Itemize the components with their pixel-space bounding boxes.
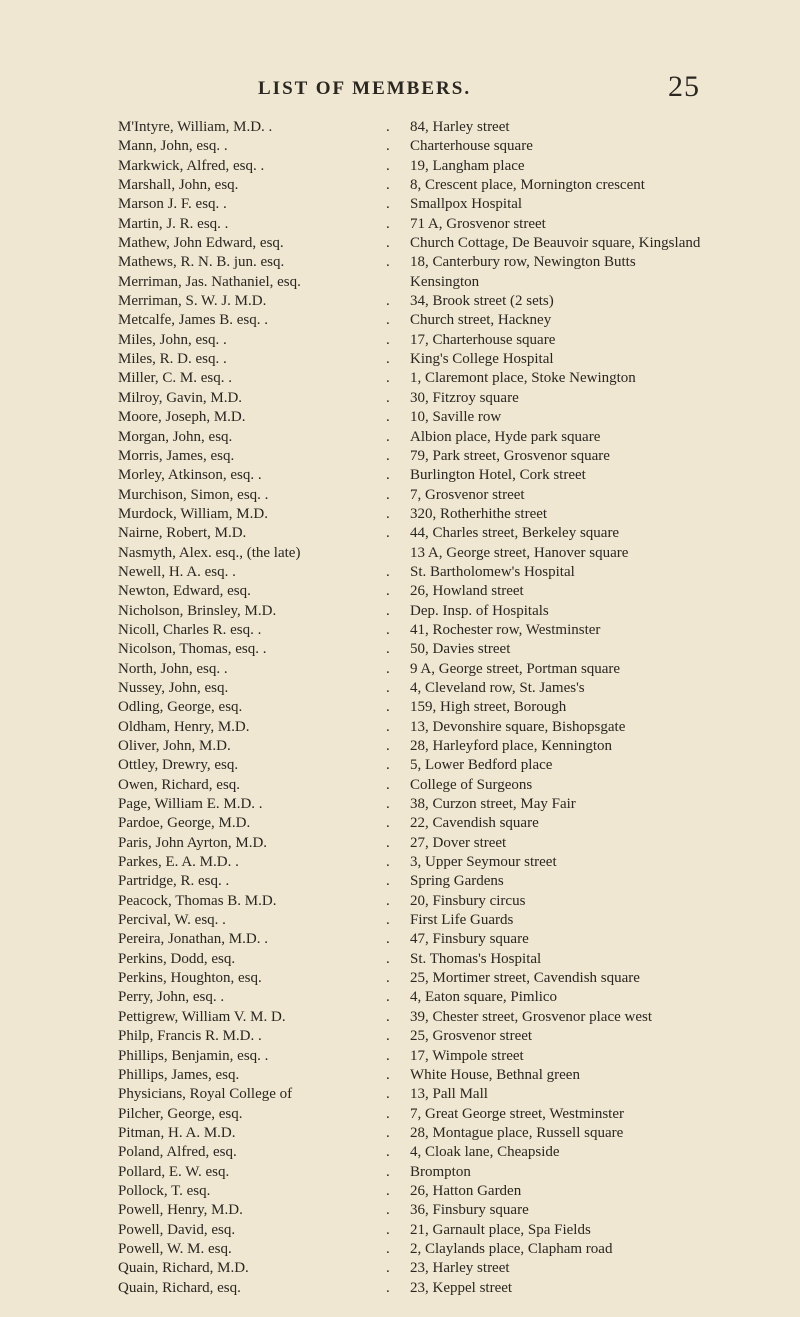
member-name: Powell, Henry, M.D. (118, 1202, 243, 1219)
leader-dot: . (386, 738, 390, 754)
leader-dot: . (386, 892, 390, 909)
member-row (118, 1047, 778, 1066)
leader-dot: . (386, 525, 390, 542)
leader-dot: . (386, 776, 390, 793)
member-row (118, 1105, 778, 1124)
member-row (118, 853, 778, 872)
leader-dot: . (386, 119, 390, 135)
member-address: 28, Montague place, Russell square (410, 1124, 624, 1141)
member-name: Metcalfe, James B. esq. . (118, 312, 268, 329)
member-address: 8, Crescent place, Mornington crescent (410, 177, 645, 194)
leader-dot: . (386, 1028, 390, 1045)
member-name: Quain, Richard, M.D. (118, 1260, 249, 1277)
member-row (118, 1124, 778, 1143)
leader-dot: . (386, 370, 390, 387)
member-address: 41, Rochester row, Westminster (410, 621, 601, 638)
leader-dot: . (386, 177, 390, 194)
leader-dot: . (386, 1144, 390, 1161)
member-row (118, 505, 778, 524)
member-name: Morgan, John, esq. (118, 428, 233, 445)
member-row (118, 234, 778, 253)
member-address: 7, Grosvenor street (410, 486, 525, 503)
member-name: Pardoe, George, M.D. (118, 815, 251, 832)
member-address: 4, Cloak lane, Cheapside (410, 1144, 560, 1161)
member-address: White House, Bethnal green (410, 1066, 580, 1083)
page-number: 25 (668, 70, 700, 103)
member-row (118, 1027, 778, 1046)
leader-dot: . (386, 486, 390, 503)
member-row (118, 137, 778, 156)
member-row (118, 466, 778, 485)
member-row (118, 350, 778, 369)
member-row (118, 389, 778, 408)
member-name: Miles, John, esq. . (118, 331, 227, 348)
member-row (118, 582, 778, 601)
member-address: 320, Rotherhithe street (410, 505, 548, 522)
leader-dot: . (386, 1182, 390, 1199)
member-row (118, 1240, 778, 1259)
member-list (118, 118, 778, 1298)
member-row (118, 718, 778, 737)
member-name: Morley, Atkinson, esq. . (118, 467, 262, 484)
member-address: 19, Langham place (410, 157, 525, 174)
member-name: Odling, George, esq. (118, 699, 243, 716)
member-row (118, 950, 778, 969)
member-address: 34, Brook street (2 sets) (410, 293, 554, 310)
member-name: Marson J. F. esq. . (118, 196, 227, 213)
member-name: Nicolson, Thomas, esq. . (118, 641, 267, 658)
member-name: Peacock, Thomas B. M.D. (118, 892, 277, 909)
leader-dot: . (386, 312, 390, 329)
member-row (118, 331, 778, 350)
member-name: Moore, Joseph, M.D. (118, 409, 246, 426)
member-address: College of Surgeons (410, 776, 533, 793)
leader-dot: . (386, 757, 390, 774)
leader-dot: . (386, 331, 390, 348)
member-address: King's College Hospital (410, 351, 554, 368)
member-address: 30, Fitzroy square (410, 389, 519, 406)
member-row (118, 273, 778, 292)
member-name: Oldham, Henry, M.D. (118, 718, 250, 735)
member-row (118, 679, 778, 698)
member-row (118, 660, 778, 679)
member-address: 13, Devonshire square, Bishopsgate (410, 718, 626, 735)
member-name: Mathews, R. N. B. jun. esq. (118, 254, 285, 271)
member-address: Church street, Hackney (410, 312, 552, 329)
member-row (118, 428, 778, 447)
leader-dot: . (386, 854, 390, 871)
leader-dot: . (386, 409, 390, 426)
member-address: 20, Finsbury circus (410, 892, 526, 909)
leader-dot: . (386, 467, 390, 484)
member-name: Nicholson, Brinsley, M.D. (118, 602, 277, 619)
member-address: 38, Curzon street, May Fair (410, 796, 576, 813)
member-row (118, 1182, 778, 1201)
member-name: Pollard, E. W. esq. (118, 1163, 230, 1180)
member-name: Pilcher, George, esq. (118, 1105, 243, 1122)
member-row (118, 563, 778, 582)
member-row (118, 157, 778, 176)
member-address: Dep. Insp. of Hospitals (410, 602, 549, 619)
member-address: 47, Finsbury square (410, 931, 529, 948)
leader-dot: . (386, 447, 390, 464)
leader-dot: . (386, 389, 390, 406)
leader-dot: . (386, 718, 390, 735)
member-name: Poland, Alfred, esq. (118, 1144, 237, 1161)
member-name: Merriman, S. W. J. M.D. (118, 293, 267, 310)
leader-dot: . (386, 970, 390, 987)
leader-dot: . (386, 1008, 390, 1025)
leader-dot: . (386, 1086, 390, 1103)
member-address: 3, Upper Seymour street (410, 854, 557, 871)
member-name: Pitman, H. A. M.D. (118, 1124, 236, 1141)
leader-dot: . (386, 660, 390, 677)
member-address: 5, Lower Bedford place (410, 757, 553, 774)
leader-dot: . (386, 563, 390, 580)
member-row (118, 698, 778, 717)
member-address: 50, Davies street (410, 641, 511, 658)
member-row (118, 872, 778, 891)
member-name: Merriman, Jas. Nathaniel, esq. (118, 273, 301, 290)
member-name: Newton, Edward, esq. (118, 583, 251, 600)
leader-dot: . (386, 505, 390, 522)
member-name: Partridge, R. esq. . (118, 873, 230, 890)
leader-dot: . (386, 621, 390, 638)
member-address: Spring Gardens (410, 873, 504, 890)
leader-dot: . (386, 912, 390, 929)
member-name: Perkins, Dodd, esq. (118, 950, 236, 967)
member-row (118, 544, 778, 563)
member-address: 4, Cleveland row, St. James's (410, 679, 585, 696)
member-name: Oliver, John, M.D. (118, 738, 231, 754)
member-row (118, 814, 778, 833)
leader-dot: . (386, 1047, 390, 1064)
leader-dot: . (386, 1240, 390, 1257)
leader-dot: . (386, 1105, 390, 1122)
leader-dot: . (386, 873, 390, 890)
member-row (118, 408, 778, 427)
member-name: Nasmyth, Alex. esq., (the late) (118, 544, 301, 561)
member-address: 1, Claremont place, Stoke Newington (410, 370, 636, 387)
member-name: Newell, H. A. esq. . (118, 563, 236, 580)
member-row (118, 621, 778, 640)
member-name: Miller, C. M. esq. . (118, 370, 232, 387)
leader-dot: . (386, 1066, 390, 1083)
member-address: 7, Great George street, Westminster (410, 1105, 625, 1122)
member-address: 26, Howland street (410, 583, 524, 600)
member-row (118, 1066, 778, 1085)
member-row (118, 311, 778, 330)
member-address: 23, Harley street (410, 1260, 510, 1277)
leader-dot: . (386, 989, 390, 1006)
member-name: Nussey, John, esq. (118, 679, 229, 696)
member-name: Nairne, Robert, M.D. (118, 525, 247, 542)
member-address: 23, Keppel street (410, 1279, 513, 1296)
member-address: 2, Claylands place, Clapham road (410, 1240, 613, 1257)
member-row (118, 795, 778, 814)
member-address: Brompton (410, 1163, 471, 1180)
member-row (118, 930, 778, 949)
member-row (118, 369, 778, 388)
member-address: St. Bartholomew's Hospital (410, 563, 575, 580)
member-address: St. Thomas's Hospital (410, 950, 542, 967)
member-row (118, 292, 778, 311)
member-address: Smallpox Hospital (410, 196, 523, 213)
leader-dot: . (386, 138, 390, 155)
member-address: Kensington (410, 273, 480, 290)
member-name: North, John, esq. . (118, 660, 228, 677)
member-address: 13 A, George street, Hanover square (410, 544, 629, 561)
member-row (118, 447, 778, 466)
member-address: 25, Mortimer street, Cavendish square (410, 970, 640, 987)
leader-dot: . (386, 602, 390, 619)
leader-dot: . (386, 950, 390, 967)
member-row (118, 737, 778, 756)
member-row (118, 969, 778, 988)
leader-dot: . (386, 1221, 390, 1238)
member-address: 39, Chester street, Grosvenor place west (410, 1008, 653, 1025)
member-row (118, 486, 778, 505)
member-name: Martin, J. R. esq. . (118, 215, 229, 232)
member-name: Pereira, Jonathan, M.D. . (118, 931, 268, 948)
member-name: Percival, W. esq. . (118, 912, 226, 929)
member-name: Mathew, John Edward, esq. (118, 235, 284, 252)
member-row (118, 1008, 778, 1027)
member-name: Markwick, Alfred, esq. . (118, 157, 265, 174)
member-row (118, 892, 778, 911)
member-name: Quain, Richard, esq. (118, 1279, 241, 1296)
page-header (0, 70, 800, 110)
member-name: Murdock, William, M.D. (118, 505, 268, 522)
leader-dot: . (386, 815, 390, 832)
leader-dot: . (386, 157, 390, 174)
member-row (118, 988, 778, 1007)
member-address: First Life Guards (410, 912, 514, 929)
member-address: 25, Grosvenor street (410, 1028, 533, 1045)
member-name: Powell, David, esq. (118, 1221, 236, 1238)
member-name: Pettigrew, William V. M. D. (118, 1008, 286, 1025)
member-address: 18, Canterbury row, Newington Butts (410, 254, 636, 271)
member-row (118, 195, 778, 214)
member-row (118, 1279, 778, 1298)
member-name: Page, William E. M.D. . (118, 796, 263, 813)
member-name: Morris, James, esq. (118, 447, 235, 464)
member-row (118, 1259, 778, 1278)
member-row (118, 640, 778, 659)
leader-dot: . (386, 254, 390, 271)
leader-dot: . (386, 583, 390, 600)
member-row (118, 1221, 778, 1240)
member-address: 71 A, Grosvenor street (410, 215, 546, 232)
member-name: Milroy, Gavin, M.D. (118, 389, 243, 406)
member-address: 10, Saville row (410, 409, 502, 426)
member-name: Phillips, Benjamin, esq. . (118, 1047, 269, 1064)
leader-dot: . (386, 641, 390, 658)
leader-dot: . (386, 699, 390, 716)
member-row (118, 602, 778, 621)
member-address: 17, Charterhouse square (410, 331, 556, 348)
member-name: Pollock, T. esq. (118, 1182, 211, 1199)
leader-dot: . (386, 1202, 390, 1219)
member-address: 79, Park street, Grosvenor square (410, 447, 610, 464)
member-row (118, 118, 778, 137)
member-address: 84, Harley street (410, 119, 510, 135)
member-address: 17, Wimpole street (410, 1047, 524, 1064)
member-row (118, 524, 778, 543)
member-address: 4, Eaton square, Pimlico (410, 989, 558, 1006)
member-name: Physicians, Royal College of (118, 1086, 293, 1103)
leader-dot: . (386, 215, 390, 232)
member-name: Parkes, E. A. M.D. . (118, 854, 239, 871)
member-name: Mann, John, esq. . (118, 138, 228, 155)
member-name: Powell, W. M. esq. (118, 1240, 232, 1257)
member-address: 22, Cavendish square (410, 815, 539, 832)
member-row (118, 1085, 778, 1104)
member-name: Phillips, James, esq. (118, 1066, 240, 1083)
leader-dot: . (386, 1163, 390, 1180)
member-name: Nicoll, Charles R. esq. . (118, 621, 262, 638)
member-name: Murchison, Simon, esq. . (118, 486, 269, 503)
member-address: 44, Charles street, Berkeley square (410, 525, 620, 542)
member-row (118, 215, 778, 234)
leader-dot: . (386, 1260, 390, 1277)
member-name: Paris, John Ayrton, M.D. (118, 834, 268, 851)
leader-dot: . (386, 428, 390, 445)
running-title: LIST OF MEMBERS. (258, 78, 472, 99)
member-name: Marshall, John, esq. (118, 177, 239, 194)
member-row (118, 1143, 778, 1162)
leader-dot: . (386, 796, 390, 813)
leader-dot: . (386, 235, 390, 252)
member-address: 159, High street, Borough (410, 699, 567, 716)
member-row (118, 834, 778, 853)
leader-dot: . (386, 931, 390, 948)
member-address: 13, Pall Mall (410, 1086, 488, 1103)
member-address: 26, Hatton Garden (410, 1182, 522, 1199)
member-address: Albion place, Hyde park square (410, 428, 601, 445)
member-name: Perkins, Houghton, esq. (118, 970, 262, 987)
leader-dot: . (386, 351, 390, 368)
leader-dot: . (386, 1124, 390, 1141)
member-address: Charterhouse square (410, 138, 533, 155)
leader-dot: . (386, 834, 390, 851)
member-name: Miles, R. D. esq. . (118, 351, 227, 368)
member-address: 28, Harleyford place, Kennington (410, 738, 613, 754)
leader-dot: . (386, 293, 390, 310)
leader-dot: . (386, 1279, 390, 1296)
member-address: 27, Dover street (410, 834, 507, 851)
member-name: Perry, John, esq. . (118, 989, 225, 1006)
member-row (118, 911, 778, 930)
member-address: Burlington Hotel, Cork street (410, 467, 586, 484)
member-row (118, 776, 778, 795)
member-address: 36, Finsbury square (410, 1202, 529, 1219)
member-row (118, 176, 778, 195)
leader-dot: . (386, 196, 390, 213)
member-row (118, 756, 778, 775)
member-name: Owen, Richard, esq. (118, 776, 241, 793)
member-name: Ottley, Drewry, esq. (118, 757, 239, 774)
leader-dot: . (386, 679, 390, 696)
member-name: M'Intyre, William, M.D. . (118, 119, 273, 135)
member-row (118, 1201, 778, 1220)
member-address: 9 A, George street, Portman square (410, 660, 621, 677)
member-row (118, 1163, 778, 1182)
member-address: Church Cottage, De Beauvoir square, Kingsland (410, 235, 701, 252)
member-name: Philp, Francis R. M.D. . (118, 1028, 262, 1045)
member-row (118, 253, 778, 272)
member-address: 21, Garnault place, Spa Fields (410, 1221, 591, 1238)
